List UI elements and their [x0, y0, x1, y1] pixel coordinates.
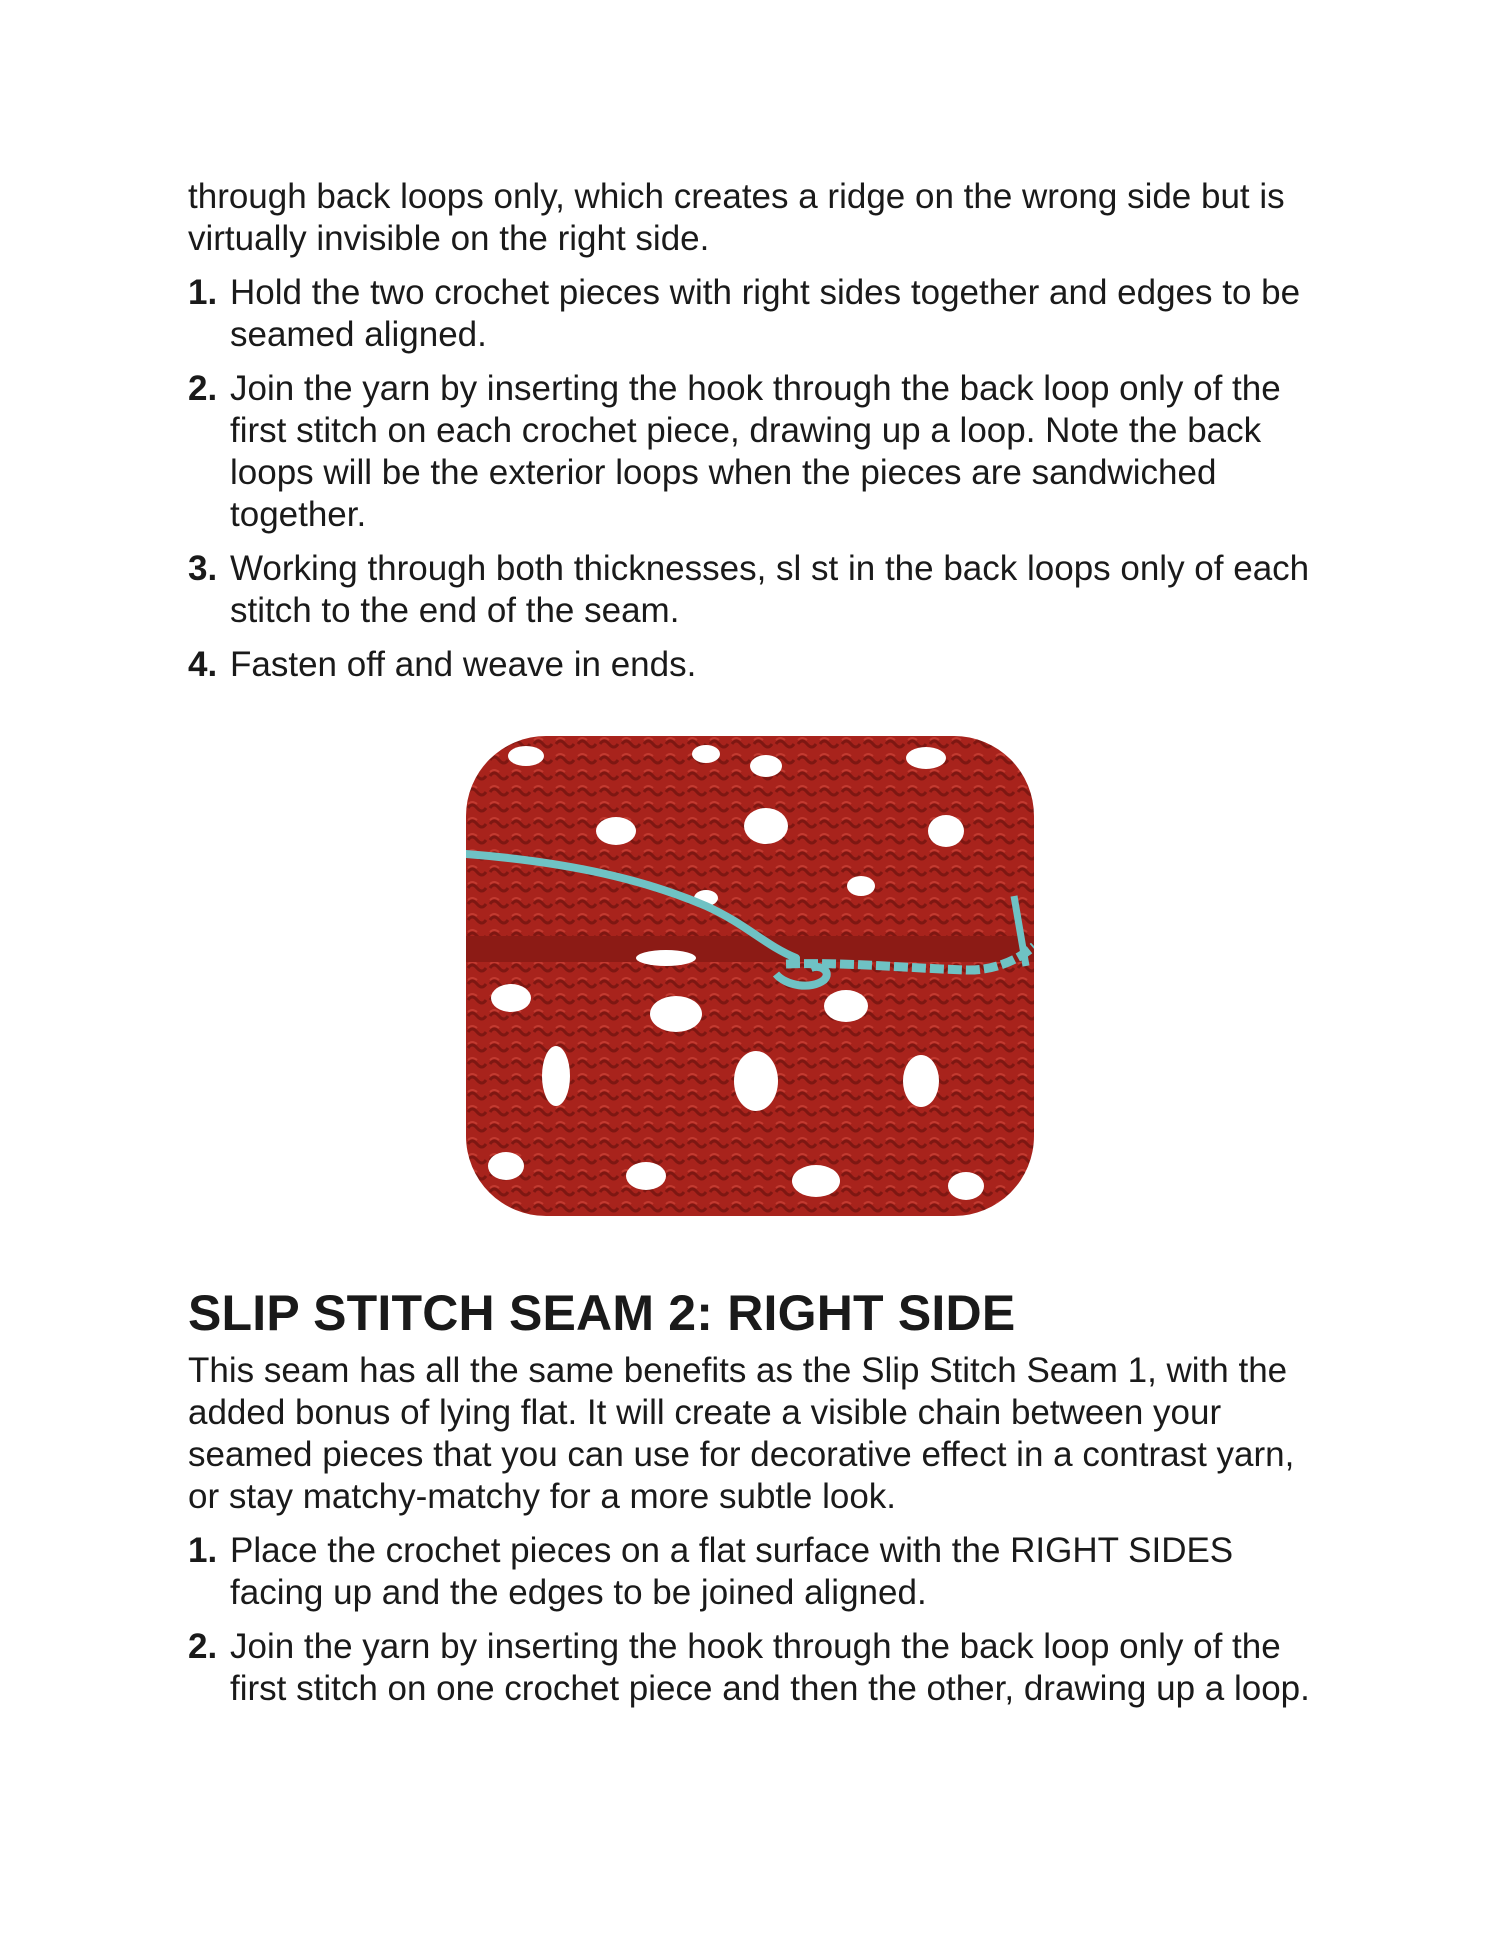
list-item [188, 1626, 1328, 1710]
step-number: 1. [188, 1531, 218, 1570]
step-number: 3. [188, 549, 218, 588]
list-item [188, 272, 1328, 356]
step-number: 2. [188, 369, 218, 408]
step-text: Join the yarn by inserting the hook through the back loop only of the first stitch on each crochet piece, drawing up a loop. Note the back loops will be the exterior loops when the pieces are sandwiched together. [230, 369, 1281, 534]
step-text: Working through both thicknesses, sl st in the back loops only of each stitch to the end of the seam. [230, 549, 1310, 630]
crochet-fabric [466, 736, 1034, 1216]
section-title: SLIP STITCH SEAM 2: RIGHT SIDE [188, 1285, 1016, 1341]
intro-paragraph: through back loops only, which creates a ridge on the wrong side but is virtually invisible on the right side. [188, 177, 1285, 258]
seam2-steps [188, 1530, 1328, 1710]
step-number: 2. [188, 1627, 218, 1666]
list-item [188, 548, 1328, 632]
step-text: Place the crochet pieces on a flat surface with the RIGHT SIDES facing up and the edges to be joined aligned. [230, 1531, 1234, 1612]
step-number: 4. [188, 645, 218, 684]
crochet-seam-illustration [466, 736, 1034, 1216]
list-item [188, 1530, 1328, 1614]
list-item [188, 368, 1328, 536]
list-item [188, 644, 1328, 686]
step-text: Join the yarn by inserting the hook through the back loop only of the first stitch on one crochet piece and then the other, drawing up a loop. [230, 1627, 1310, 1708]
page-content [188, 176, 1328, 1710]
seam1-steps [188, 272, 1328, 686]
seam2-description: This seam has all the same benefits as the Slip Stitch Seam 1, with the added bonus of lying flat. It will create a visible chain between your seamed pieces that you can use for decorative effect in a contrast yarn, or stay matchy-matchy for a more subtle look. [188, 1351, 1295, 1516]
seam-ridge [466, 936, 1034, 962]
step-text: Hold the two crochet pieces with right sides together and edges to be seamed aligned. [230, 273, 1301, 354]
step-number: 1. [188, 273, 218, 312]
crochet-seam-photo [466, 736, 1034, 1216]
step-text: Fasten off and weave in ends. [230, 645, 697, 684]
